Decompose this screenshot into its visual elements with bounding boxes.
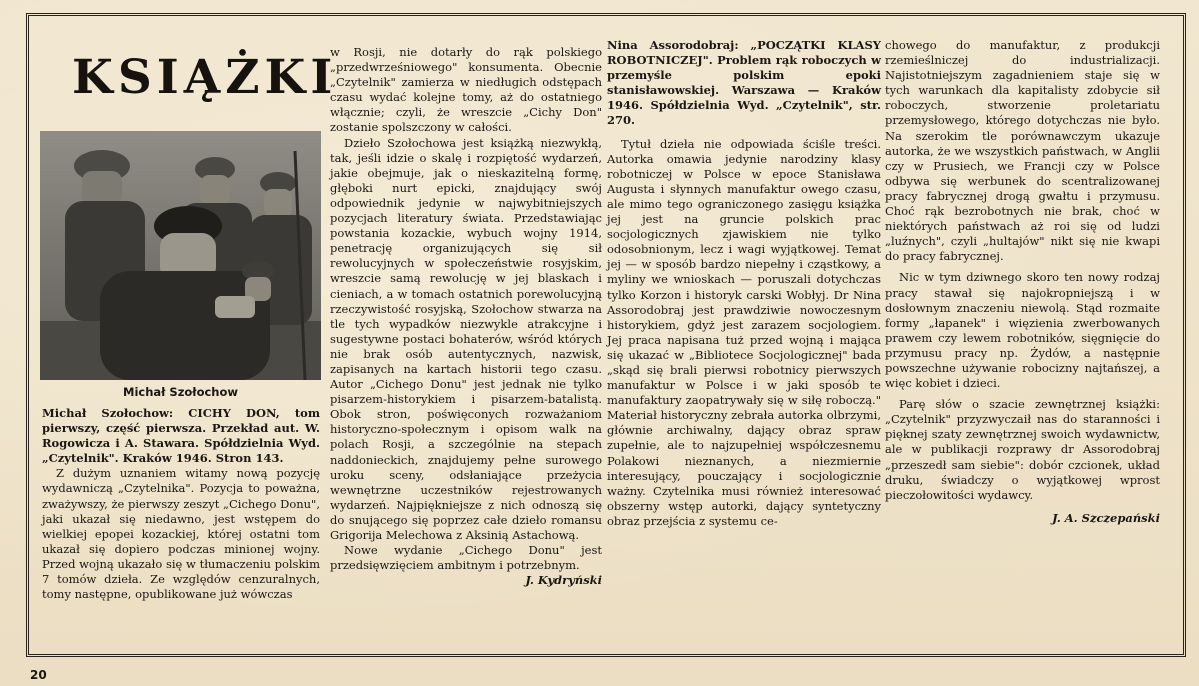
review2-paragraph-1: Tytuł dzieła nie odpowiada ściśle treści. Autorka omawia jedynie narodziny klasy robotniczej w Polsce w epoce Stanisława Augusta i słynnych manufaktur owego czasu, ale mimo tego ograniczonego zasięgu książka jej jest na gruncie polskich prac socjologicznych zjawiskiem nie tylko odosobnionym, lecz i wagi wyjątkowej. Temat jej — w sposób bardzo niepełny i cząstkowy, a myliny we wnioskach — poruszali dotychczas tylko Korzon i historyk carski Wobłyj. Dr Nina Assorodobraj jest prawdziwie nowoczesnym historykiem, gdyż jest zarazem socjologiem. Jej praca napisana tuż przed wojną i mająca się ukazać w „Bibliotece Socjologicznej" bada „skąd się brali pierwsi robotnicy pierwszych manufaktur w Polsce i w jaki sposób te manufaktury zaopatrywały się w siłę roboczą." Materiał historyczny zebrała autorka olbrzymi, głównie archiwalny, dający obraz spraw zupełnie, ale to najzupełniej współczesnemu Polakowi nieznanych, a niezmiernie interesujący, pouczający i socjologicznie ważny. Czytelnika musi również interesować obszerny wstęp autorki, dający syntetyczny obraz przejścia z systemu ce- [607, 136, 881, 528]
column-3 [607, 38, 881, 529]
column-1 [42, 406, 320, 602]
review1-paragraph-3: Nowe wydanie „Cichego Donu" jest przedsięwzięciem ambitnym i potrzebnym. [330, 543, 602, 573]
review2-bibliography: Nina Assorodobraj: „POCZĄTKI KLASY ROBOTNICZEJ". Problem rąk roboczych w przemyśle polskim epoki stanisławowskiej. Warszawa — Kraków 1946. Spółdzielnia Wyd. „Czytelnik", str. 270. [607, 38, 881, 128]
author-photo [40, 131, 321, 380]
column-4 [885, 38, 1160, 526]
review1-paragraph-1: Z dużym uznaniem witamy nową pozycję wydawniczą „Czytelnika". Pozycja to poważna, zważywszy, że pierwszy zeszyt „Cichego Donu", jaki ukazał się niedawno, jest wstępem do wielkiej epopei kozackiej, której ostatni tom ukazał się dopiero podczas minionej wojny. Przed wojną ukazało się w tłumaczeniu polskim 7 tomów dzieła. Ze względów cenzuralnych, tomy następne, opublikowane już wówczas [42, 466, 320, 602]
column-2 [330, 45, 602, 588]
photo-caption: Michał Szołochow [123, 385, 238, 399]
page-number: 20 [30, 668, 47, 682]
review2-paragraph-3: Parę słów o szacie zewnętrznej książki: „Czytelnik" przyzwyczaił nas do staranności i pięknej szaty zewnętrznej swoich wydawnictw, ale w publikacji rozprawy dr Assorodobraj „przeszedł sam siebie": dobór czcionek, układ druku, świadczy o wyjątkowej wprost pieczołowitości wydawcy. [885, 397, 1160, 502]
review2-signature: J. A. Szczepański [1052, 510, 1160, 525]
review2-paragraph-2: Nic w tym dziwnego skoro ten nowy rodzaj pracy stawał się najokropniejszą i w dosłownym znaczeniu niewolą. Stąd rozmaite formy „łapanek" i więzienia zwerbowanych prawem czy lewem robotników, sięgnięcie do przymusu pracy np. Żydów, a następnie powszechne używanie robocizny najtańszej, a więc kobiet i dzieci. [885, 270, 1160, 391]
review1-paragraph-1-cont: w Rosji, nie dotarły do rąk polskiego „przedwrześniowego" konsumenta. Obecnie „Czytelnik" zamierza w niedługich odstępach czasu wydać kolejne tomy, aż do ostatniego włącznie; czyli, że wreszcie „Cichy Don" zostanie spolszczony w całości. [330, 45, 602, 135]
review1-signature: J. Kydryński [525, 573, 602, 588]
review1-paragraph-2: Dzieło Szołochowa jest książką niezwykłą, tak, jeśli idzie o skalę i rozpiętość wydarzeń, jakie obejmuje, jak o nieskazitelną formę, głęboki nurt epicki, znajdujący swój odpowiednik jedynie w najwybitniejszych pozycjach literatury świata. Przedstawiając powstania kozackie, wybuch wojny 1914, penetrację organizujących się sił rewolucyjnych w społeczeństwie rosyjskim, wreszcie samą rewolucję w jej blaskach i cieniach, a w tomach ostatnich porewolucyjną rzeczywistość rosyjską, Szołochow stwarza na tle tych wypadków niezwykle atrakcyjne i sugestywne postaci bohaterów, wśród których nie brak osób autentycznych, nazwisk, zapisanych na kartach historii tego czasu. Autor „Cichego Donu" jest jednak nie tylko pisarzem-historykiem i pisarzem-batalistą. Obok stron, poświęconych rozważaniom historyczno-społecznym i opisom walk na polach Rosji, a szczególnie na stepach naddonieckich, znajdujemy pełne surowego uroku sceny, odsłaniające przeżycia wewnętrzne uczestników rejestrowanych wydarzeń. Najpiękniejsze z nich odnoszą się do snującego się poprzez całe dzieło romansu Grigorija Melechowa z Aksinią Astachową. [330, 135, 602, 542]
review2-paragraph-1-cont: chowego do manufaktur, z produkcji rzemieślniczej do industrializacji. Najistotniejszym zagadnieniem staje się w tych warunkach dla kapitalisty zdobycie sił roboczych, stworzenie proletariatu przemysłowego, którego dotychczas nie było. Na szerokim tle porównawczym ukazuje autorka, że we wszystkich państwach, w Anglii czy w Prusiech, we Francji czy w Polsce odbywa się werbunek do scentralizowanej pracy fabrycznej drogą gwałtu i przymusu. Choć rąk bezrobotnych nie brak, choć w niektórych państwach aż roi się od ludzi „luźnych", czyli „hultajów" nikt się nie kwapi do pracy fabrycznej. [885, 38, 1160, 264]
section-title: KSIĄŻKI [72, 50, 338, 105]
review1-bibliography: Michał Szołochow: CICHY DON, tom pierwszy, część pierwsza. Przekład aut. W. Rogowicza i A. Stawara. Spółdzielnia Wyd. „Czytelnik". Kraków 1946. Stron 143. [42, 406, 320, 466]
